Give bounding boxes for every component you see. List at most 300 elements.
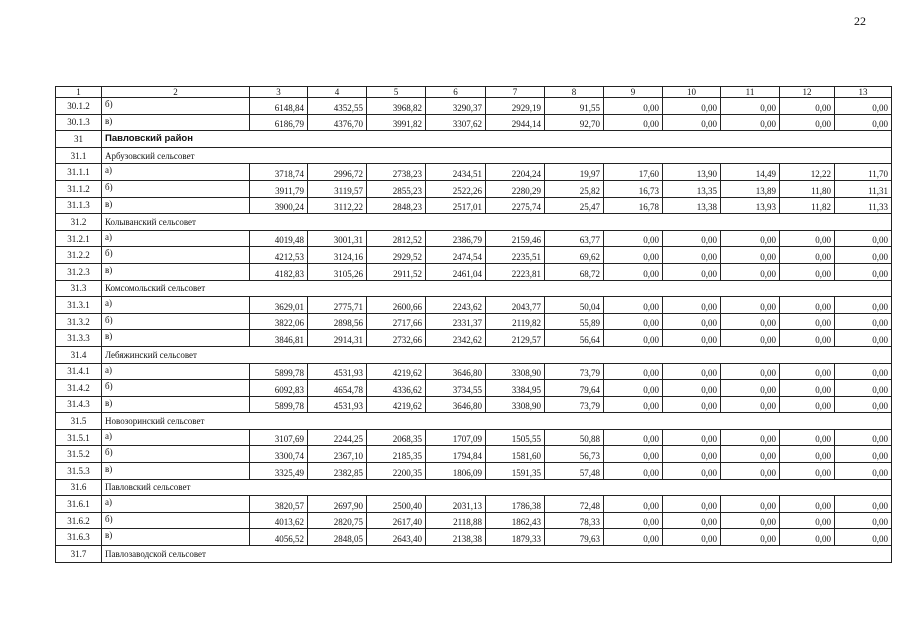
value-cell: 2697,90 [308, 496, 367, 513]
section-row [56, 214, 892, 231]
value-cell: 2204,24 [486, 164, 545, 181]
value-cell: 55,89 [545, 313, 604, 330]
row-code-cell: 31.2.2 [56, 247, 102, 264]
value-cell: 0,00 [604, 263, 663, 280]
value-cell: 2996,72 [308, 164, 367, 181]
value-cell: 2717,66 [367, 313, 426, 330]
section-row [56, 479, 892, 496]
variant-label-cell: а) [102, 429, 250, 446]
table-row [56, 263, 892, 280]
value-cell: 3718,74 [250, 164, 308, 181]
value-cell: 2280,29 [486, 180, 545, 197]
value-cell: 0,00 [663, 396, 721, 413]
value-cell: 0,00 [721, 396, 780, 413]
table-row [56, 363, 892, 380]
value-cell: 0,00 [663, 363, 721, 380]
section-name-cell: Арбузовский сельсовет [102, 147, 892, 164]
table-row [56, 313, 892, 330]
value-cell: 0,00 [663, 512, 721, 529]
row-code-cell: 31.4.3 [56, 396, 102, 413]
row-code-cell: 31.1 [56, 147, 102, 164]
value-cell: 0,00 [835, 363, 892, 380]
value-cell: 0,00 [721, 529, 780, 546]
value-cell: 2138,38 [426, 529, 486, 546]
value-cell: 2382,85 [308, 463, 367, 480]
value-cell: 0,00 [721, 297, 780, 314]
value-cell: 4219,62 [367, 396, 426, 413]
table-row [56, 330, 892, 347]
column-number-cell: 2 [102, 87, 250, 98]
value-cell: 6148,84 [250, 98, 308, 115]
value-cell: 0,00 [604, 247, 663, 264]
value-cell: 0,00 [835, 330, 892, 347]
row-code-cell: 31.7 [56, 546, 102, 563]
section-row [56, 280, 892, 297]
table-row [56, 247, 892, 264]
value-cell: 16,78 [604, 197, 663, 214]
column-number-cell: 7 [486, 87, 545, 98]
row-code-cell: 31.5.2 [56, 446, 102, 463]
row-code-cell: 30.1.3 [56, 114, 102, 131]
value-cell: 3325,49 [250, 463, 308, 480]
value-cell: 0,00 [604, 512, 663, 529]
value-cell: 2522,26 [426, 180, 486, 197]
value-cell: 2434,51 [426, 164, 486, 181]
column-number-cell: 6 [426, 87, 486, 98]
variant-label-cell: в) [102, 197, 250, 214]
value-cell: 0,00 [721, 247, 780, 264]
value-cell: 57,48 [545, 463, 604, 480]
value-cell: 0,00 [721, 263, 780, 280]
value-cell: 3001,31 [308, 230, 367, 247]
value-cell: 0,00 [604, 380, 663, 397]
value-cell: 4352,55 [308, 98, 367, 115]
section-name-cell: Павлозаводской сельсовет [102, 546, 892, 563]
value-cell: 56,73 [545, 446, 604, 463]
value-cell: 0,00 [604, 463, 663, 480]
variant-label-cell: б) [102, 313, 250, 330]
value-cell: 5899,78 [250, 363, 308, 380]
column-number-cell: 1 [56, 87, 102, 98]
value-cell: 0,00 [835, 529, 892, 546]
row-code-cell: 31.6 [56, 479, 102, 496]
value-cell: 2118,88 [426, 512, 486, 529]
value-cell: 0,00 [835, 496, 892, 513]
variant-label-cell: б) [102, 446, 250, 463]
value-cell: 0,00 [663, 98, 721, 115]
value-cell: 3820,57 [250, 496, 308, 513]
value-cell: 0,00 [780, 330, 835, 347]
column-number-cell: 5 [367, 87, 426, 98]
value-cell: 2929,19 [486, 98, 545, 115]
row-code-cell: 31 [56, 131, 102, 148]
variant-label-cell: а) [102, 496, 250, 513]
row-code-cell: 31.5.1 [56, 429, 102, 446]
value-cell: 0,00 [604, 230, 663, 247]
value-cell: 0,00 [604, 529, 663, 546]
value-cell: 3119,57 [308, 180, 367, 197]
value-cell: 3900,24 [250, 197, 308, 214]
row-code-cell: 31.6.2 [56, 512, 102, 529]
variant-label-cell: б) [102, 180, 250, 197]
value-cell: 0,00 [780, 230, 835, 247]
value-cell: 0,00 [663, 429, 721, 446]
value-cell: 14,49 [721, 164, 780, 181]
value-cell: 2119,82 [486, 313, 545, 330]
column-number-header-row [56, 87, 892, 98]
value-cell: 0,00 [604, 297, 663, 314]
value-cell: 0,00 [835, 512, 892, 529]
value-cell: 2367,10 [308, 446, 367, 463]
value-cell: 13,93 [721, 197, 780, 214]
value-cell: 0,00 [663, 263, 721, 280]
value-cell: 3646,80 [426, 396, 486, 413]
value-cell: 3124,16 [308, 247, 367, 264]
row-code-cell: 31.4.1 [56, 363, 102, 380]
value-cell: 0,00 [780, 446, 835, 463]
value-cell: 0,00 [721, 512, 780, 529]
row-code-cell: 31.5 [56, 413, 102, 430]
value-cell: 2643,40 [367, 529, 426, 546]
value-cell: 0,00 [721, 313, 780, 330]
value-cell: 0,00 [721, 380, 780, 397]
value-cell: 2461,04 [426, 263, 486, 280]
value-cell: 2517,01 [426, 197, 486, 214]
value-cell: 4182,83 [250, 263, 308, 280]
row-code-cell: 30.1.2 [56, 98, 102, 115]
value-cell: 0,00 [721, 330, 780, 347]
row-code-cell: 31.3.2 [56, 313, 102, 330]
value-cell: 1505,55 [486, 429, 545, 446]
value-cell: 2848,23 [367, 197, 426, 214]
value-cell: 92,70 [545, 114, 604, 131]
value-cell: 1862,43 [486, 512, 545, 529]
variant-label-cell: в) [102, 330, 250, 347]
value-cell: 2043,77 [486, 297, 545, 314]
value-cell: 1806,09 [426, 463, 486, 480]
column-number-cell: 13 [835, 87, 892, 98]
value-cell: 3300,74 [250, 446, 308, 463]
value-cell: 0,00 [663, 247, 721, 264]
value-cell: 0,00 [780, 363, 835, 380]
value-cell: 0,00 [835, 396, 892, 413]
value-cell: 3646,80 [426, 363, 486, 380]
value-cell: 16,73 [604, 180, 663, 197]
value-cell: 2386,79 [426, 230, 486, 247]
table-row [56, 98, 892, 115]
value-cell: 1591,35 [486, 463, 545, 480]
value-cell: 0,00 [604, 363, 663, 380]
value-cell: 2500,40 [367, 496, 426, 513]
section-row [56, 546, 892, 563]
value-cell: 3384,95 [486, 380, 545, 397]
value-cell: 0,00 [663, 446, 721, 463]
value-cell: 1786,38 [486, 496, 545, 513]
value-cell: 5899,78 [250, 396, 308, 413]
value-cell: 0,00 [663, 297, 721, 314]
value-cell: 3308,90 [486, 363, 545, 380]
value-cell: 2738,23 [367, 164, 426, 181]
table-row [56, 396, 892, 413]
value-cell: 3734,55 [426, 380, 486, 397]
table-row [56, 180, 892, 197]
value-cell: 2929,52 [367, 247, 426, 264]
value-cell: 1794,84 [426, 446, 486, 463]
value-cell: 2129,57 [486, 330, 545, 347]
row-code-cell: 31.3.3 [56, 330, 102, 347]
row-code-cell: 31.6.1 [56, 496, 102, 513]
variant-label-cell: в) [102, 396, 250, 413]
section-row [56, 147, 892, 164]
table-row [56, 512, 892, 529]
value-cell: 4013,62 [250, 512, 308, 529]
value-cell: 79,64 [545, 380, 604, 397]
value-cell: 0,00 [721, 446, 780, 463]
value-cell: 13,89 [721, 180, 780, 197]
column-number-cell: 4 [308, 87, 367, 98]
value-cell: 4531,93 [308, 363, 367, 380]
value-cell: 25,82 [545, 180, 604, 197]
table-row [56, 463, 892, 480]
variant-label-cell: а) [102, 164, 250, 181]
value-cell: 1707,09 [426, 429, 486, 446]
value-cell: 13,38 [663, 197, 721, 214]
value-cell: 0,00 [721, 363, 780, 380]
variant-label-cell: в) [102, 263, 250, 280]
value-cell: 0,00 [835, 313, 892, 330]
value-cell: 78,33 [545, 512, 604, 529]
value-cell: 73,79 [545, 396, 604, 413]
variant-label-cell: б) [102, 98, 250, 115]
value-cell: 11,33 [835, 197, 892, 214]
value-cell: 3112,22 [308, 197, 367, 214]
value-cell: 0,00 [604, 446, 663, 463]
value-cell: 2911,52 [367, 263, 426, 280]
value-cell: 68,72 [545, 263, 604, 280]
variant-label-cell: а) [102, 297, 250, 314]
row-code-cell: 31.1.1 [56, 164, 102, 181]
value-cell: 3105,26 [308, 263, 367, 280]
table-row [56, 429, 892, 446]
value-cell: 11,31 [835, 180, 892, 197]
value-cell: 0,00 [780, 98, 835, 115]
value-cell: 0,00 [835, 247, 892, 264]
value-cell: 0,00 [780, 529, 835, 546]
value-cell: 2331,37 [426, 313, 486, 330]
variant-label-cell: б) [102, 247, 250, 264]
row-code-cell: 31.3.1 [56, 297, 102, 314]
variant-label-cell: б) [102, 512, 250, 529]
value-cell: 0,00 [835, 380, 892, 397]
value-cell: 0,00 [663, 114, 721, 131]
value-cell: 3968,82 [367, 98, 426, 115]
value-cell: 2474,54 [426, 247, 486, 264]
value-cell: 13,35 [663, 180, 721, 197]
value-cell: 2617,40 [367, 512, 426, 529]
value-cell: 0,00 [721, 429, 780, 446]
value-cell: 4019,48 [250, 230, 308, 247]
value-cell: 2820,75 [308, 512, 367, 529]
row-code-cell: 31.2.1 [56, 230, 102, 247]
value-cell: 2031,13 [426, 496, 486, 513]
value-cell: 4056,52 [250, 529, 308, 546]
district-row [56, 131, 892, 148]
value-cell: 0,00 [663, 496, 721, 513]
section-name-cell: Лебяжинский сельсовет [102, 346, 892, 363]
table-row [56, 297, 892, 314]
value-cell: 69,62 [545, 247, 604, 264]
value-cell: 1581,60 [486, 446, 545, 463]
value-cell: 6186,79 [250, 114, 308, 131]
value-cell: 0,00 [721, 114, 780, 131]
value-cell: 3822,06 [250, 313, 308, 330]
value-cell: 0,00 [835, 230, 892, 247]
value-cell: 2275,74 [486, 197, 545, 214]
value-cell: 0,00 [835, 114, 892, 131]
value-cell: 13,90 [663, 164, 721, 181]
value-cell: 0,00 [604, 429, 663, 446]
value-cell: 2898,56 [308, 313, 367, 330]
value-cell: 0,00 [780, 114, 835, 131]
value-cell: 12,22 [780, 164, 835, 181]
value-cell: 0,00 [663, 380, 721, 397]
row-code-cell: 31.6.3 [56, 529, 102, 546]
value-cell: 0,00 [780, 396, 835, 413]
value-cell: 72,48 [545, 496, 604, 513]
variant-label-cell: а) [102, 363, 250, 380]
value-cell: 0,00 [604, 98, 663, 115]
row-code-cell: 31.4 [56, 346, 102, 363]
column-number-cell: 9 [604, 87, 663, 98]
value-cell: 0,00 [721, 98, 780, 115]
column-number-cell: 3 [250, 87, 308, 98]
value-cell: 4654,78 [308, 380, 367, 397]
value-cell: 0,00 [604, 114, 663, 131]
value-cell: 0,00 [780, 380, 835, 397]
value-cell: 6092,83 [250, 380, 308, 397]
value-cell: 0,00 [780, 429, 835, 446]
row-code-cell: 31.4.2 [56, 380, 102, 397]
variant-label-cell: в) [102, 463, 250, 480]
value-cell: 50,88 [545, 429, 604, 446]
column-number-cell: 8 [545, 87, 604, 98]
value-cell: 56,64 [545, 330, 604, 347]
value-cell: 4376,70 [308, 114, 367, 131]
value-cell: 0,00 [835, 98, 892, 115]
value-cell: 11,70 [835, 164, 892, 181]
value-cell: 91,55 [545, 98, 604, 115]
value-cell: 2068,35 [367, 429, 426, 446]
table-row [56, 496, 892, 513]
row-code-cell: 31.3 [56, 280, 102, 297]
value-cell: 0,00 [663, 230, 721, 247]
value-cell: 0,00 [721, 496, 780, 513]
value-cell: 3308,90 [486, 396, 545, 413]
value-cell: 2855,23 [367, 180, 426, 197]
row-code-cell: 31.1.3 [56, 197, 102, 214]
value-cell: 2200,35 [367, 463, 426, 480]
table-row [56, 197, 892, 214]
column-number-cell: 11 [721, 87, 780, 98]
value-cell: 2944,14 [486, 114, 545, 131]
value-cell: 0,00 [663, 330, 721, 347]
value-cell: 0,00 [604, 313, 663, 330]
value-cell: 4336,62 [367, 380, 426, 397]
value-cell: 0,00 [780, 313, 835, 330]
value-cell: 0,00 [835, 446, 892, 463]
value-cell: 0,00 [604, 330, 663, 347]
value-cell: 0,00 [780, 512, 835, 529]
value-cell: 3290,37 [426, 98, 486, 115]
variant-label-cell: а) [102, 230, 250, 247]
table-row [56, 446, 892, 463]
variant-label-cell: в) [102, 114, 250, 131]
value-cell: 3307,62 [426, 114, 486, 131]
table-row [56, 114, 892, 131]
value-cell: 11,80 [780, 180, 835, 197]
value-cell: 2243,62 [426, 297, 486, 314]
value-cell: 4219,62 [367, 363, 426, 380]
section-name-cell: Комсомольский сельсовет [102, 280, 892, 297]
district-name-cell: Павловский район [102, 131, 892, 148]
variant-label-cell: б) [102, 380, 250, 397]
value-cell: 3846,81 [250, 330, 308, 347]
value-cell: 4531,93 [308, 396, 367, 413]
value-cell: 0,00 [780, 247, 835, 264]
value-cell: 2732,66 [367, 330, 426, 347]
value-cell: 2812,52 [367, 230, 426, 247]
value-cell: 63,77 [545, 230, 604, 247]
table-row [56, 164, 892, 181]
value-cell: 0,00 [835, 429, 892, 446]
value-cell: 3107,69 [250, 429, 308, 446]
value-cell: 2600,66 [367, 297, 426, 314]
value-cell: 3629,01 [250, 297, 308, 314]
value-cell: 0,00 [835, 463, 892, 480]
column-number-cell: 12 [780, 87, 835, 98]
table-row [56, 230, 892, 247]
value-cell: 0,00 [604, 396, 663, 413]
value-cell: 73,79 [545, 363, 604, 380]
value-cell: 2159,46 [486, 230, 545, 247]
section-row [56, 346, 892, 363]
value-cell: 2775,71 [308, 297, 367, 314]
table-row [56, 529, 892, 546]
value-cell: 0,00 [663, 313, 721, 330]
value-cell: 79,63 [545, 529, 604, 546]
value-cell: 25,47 [545, 197, 604, 214]
section-name-cell: Колыванский сельсовет [102, 214, 892, 231]
value-cell: 3911,79 [250, 180, 308, 197]
value-cell: 17,60 [604, 164, 663, 181]
value-cell: 1879,33 [486, 529, 545, 546]
section-name-cell: Новозоринский сельсовет [102, 413, 892, 430]
variant-label-cell: в) [102, 529, 250, 546]
value-cell: 4212,53 [250, 247, 308, 264]
value-cell: 0,00 [721, 230, 780, 247]
value-cell: 19,97 [545, 164, 604, 181]
row-code-cell: 31.2 [56, 214, 102, 231]
value-cell: 11,82 [780, 197, 835, 214]
value-cell: 0,00 [835, 263, 892, 280]
value-cell: 0,00 [663, 463, 721, 480]
value-cell: 0,00 [780, 496, 835, 513]
value-cell: 2223,81 [486, 263, 545, 280]
tariff-table [55, 86, 892, 563]
value-cell: 2848,05 [308, 529, 367, 546]
column-number-cell: 10 [663, 87, 721, 98]
row-code-cell: 31.2.3 [56, 263, 102, 280]
